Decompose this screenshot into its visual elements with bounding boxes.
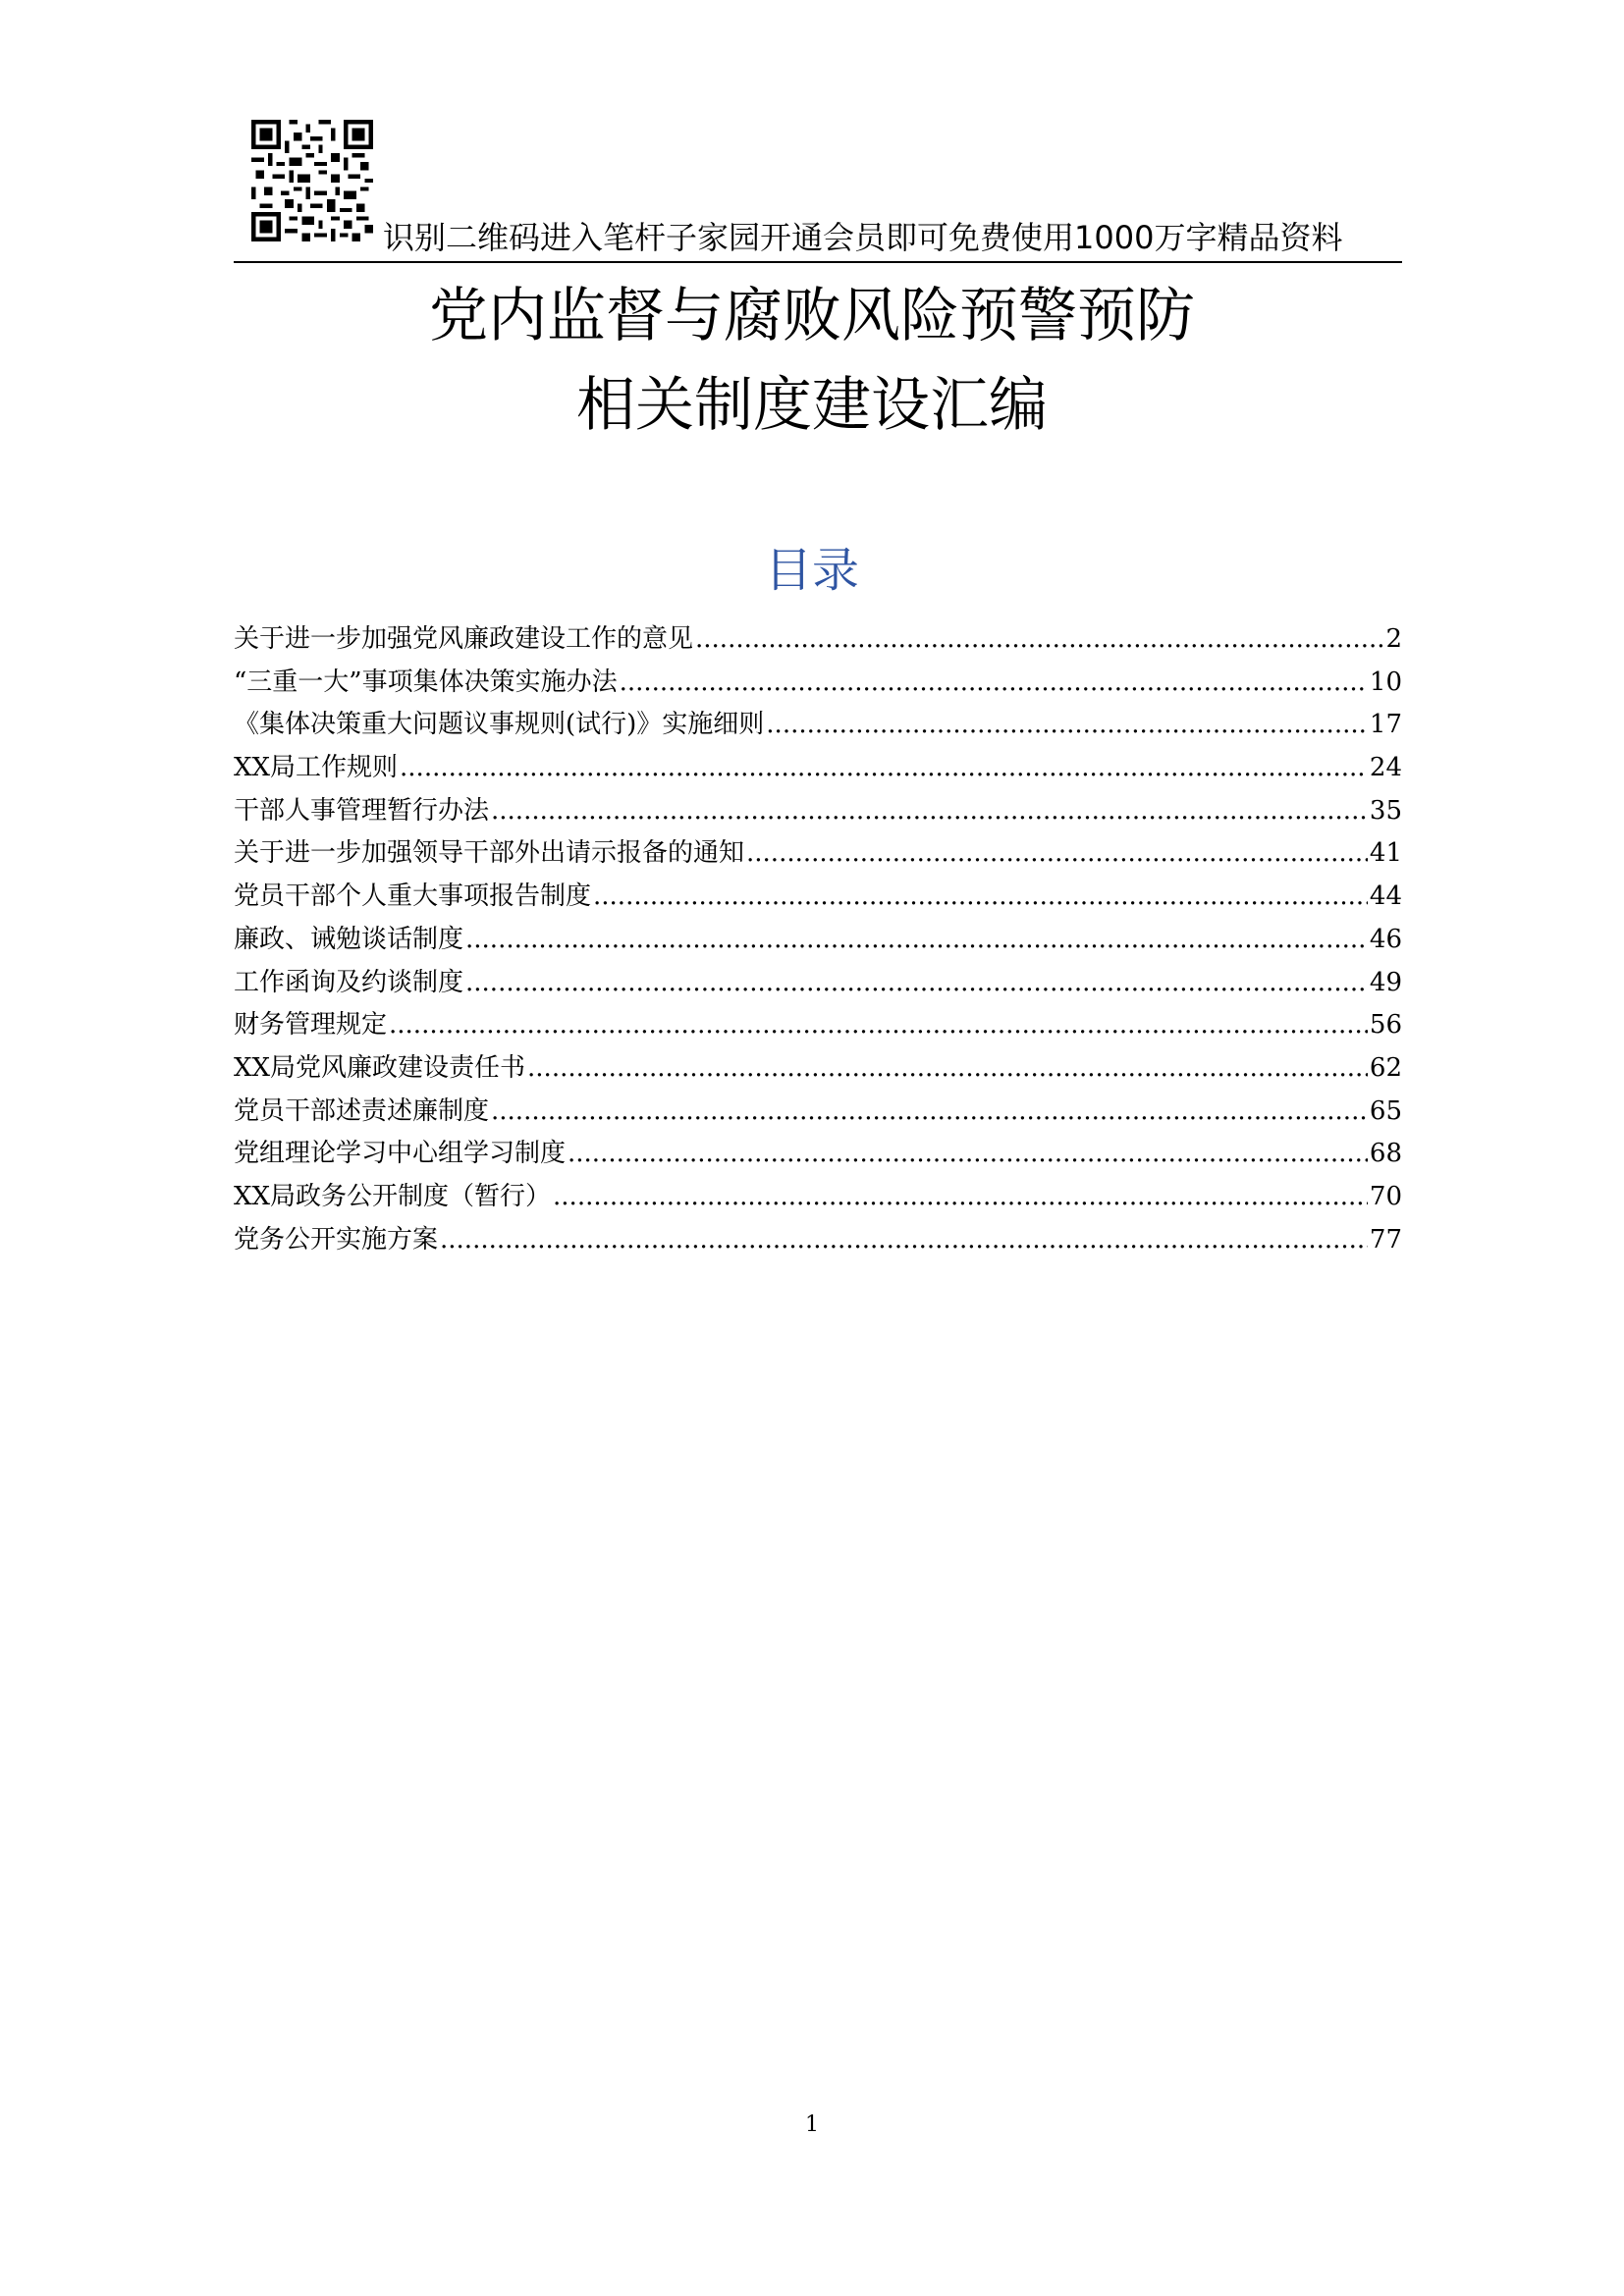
toc-entry-page: 44: [1369, 881, 1402, 912]
toc-entry-title: 廉政、诫勉谈话制度: [234, 924, 464, 954]
toc-dot-leader: [766, 704, 1368, 747]
toc-dot-leader: [491, 1091, 1368, 1134]
toc-entry-title: 党务公开实施方案: [234, 1224, 439, 1255]
header-note: 识别二维码进入笔杆子家园开通会员即可免费使用1000万字精品资料: [383, 219, 1343, 256]
page-number: 1: [805, 2112, 819, 2137]
toc-entry-page: 24: [1369, 753, 1402, 783]
toc-entry[interactable]: [234, 919, 1402, 962]
qr-code-icon[interactable]: [251, 120, 373, 241]
toc-dot-leader: [593, 876, 1368, 919]
toc-dot-leader: [553, 1176, 1368, 1219]
toc-entry-title: XX局工作规则: [234, 753, 399, 783]
toc-entry[interactable]: [234, 1219, 1402, 1262]
toc-heading: 目录: [764, 543, 859, 598]
toc-entry-page: 35: [1369, 795, 1402, 826]
toc-dot-leader: [568, 1133, 1368, 1176]
toc-dot-leader: [389, 1004, 1368, 1047]
toc-entry[interactable]: [234, 1047, 1402, 1091]
toc-entry[interactable]: [234, 1176, 1402, 1219]
toc-dot-leader: [465, 919, 1368, 962]
page-header: [234, 116, 1402, 263]
toc-dot-leader: [527, 1047, 1368, 1091]
toc-entry-page: 17: [1369, 710, 1402, 740]
toc-entry-title: 《集体决策重大问题议事规则(试行)》实施细则: [234, 710, 765, 740]
toc-dot-leader: [746, 832, 1368, 876]
toc-entry-title: XX局政务公开制度（暂行）: [234, 1181, 552, 1211]
toc-entry-title: “三重一大”事项集体决策实施办法: [234, 667, 618, 697]
toc-entry-title: 干部人事管理暂行办法: [234, 795, 490, 826]
toc-entry-title: 党组理论学习中心组学习制度: [234, 1139, 567, 1169]
toc-entry[interactable]: [234, 832, 1402, 876]
toc-dot-leader: [491, 790, 1368, 833]
toc-dot-leader: [400, 747, 1368, 790]
toc-entry-page: 10: [1369, 667, 1402, 697]
toc-entry-title: 党员干部述责述廉制度: [234, 1095, 490, 1126]
toc-dot-leader: [440, 1219, 1368, 1262]
toc-entry-title: 财务管理规定: [234, 1010, 388, 1041]
toc-dot-leader: [465, 962, 1368, 1005]
toc-entry-title: 关于进一步加强领导干部外出请示报备的通知: [234, 838, 745, 869]
toc-entry[interactable]: [234, 704, 1402, 747]
toc-entry[interactable]: [234, 1091, 1402, 1134]
toc-entry-page: 62: [1369, 1052, 1402, 1083]
toc-entry-title: XX局党风廉政建设责任书: [234, 1052, 526, 1083]
document-title-line2: 相关制度建设汇编: [576, 371, 1048, 440]
toc-entry-page: 70: [1369, 1181, 1402, 1211]
toc-entry[interactable]: [234, 790, 1402, 833]
toc-entry-page: 49: [1369, 967, 1402, 997]
table-of-contents: [234, 618, 1402, 1261]
toc-entry[interactable]: [234, 618, 1402, 662]
toc-entry-page: 56: [1369, 1010, 1402, 1041]
toc-entry-page: 41: [1369, 838, 1402, 869]
toc-entry-page: 77: [1369, 1224, 1402, 1255]
toc-entry[interactable]: [234, 962, 1402, 1005]
toc-entry[interactable]: [234, 1004, 1402, 1047]
toc-entry-page: 46: [1369, 924, 1402, 954]
toc-entry[interactable]: [234, 1133, 1402, 1176]
toc-dot-leader: [620, 662, 1368, 705]
toc-entry[interactable]: [234, 662, 1402, 705]
toc-entry-page: 65: [1369, 1095, 1402, 1126]
toc-entry-title: 关于进一步加强党风廉政建设工作的意见: [234, 624, 694, 654]
toc-entry-title: 工作函询及约谈制度: [234, 967, 464, 997]
toc-entry-page: 68: [1369, 1139, 1402, 1169]
document-title-line1: 党内监督与腐败风险预警预防: [429, 282, 1195, 350]
toc-entry[interactable]: [234, 876, 1402, 919]
toc-entry-page: 2: [1385, 624, 1402, 654]
toc-entry-title: 党员干部个人重大事项报告制度: [234, 881, 592, 912]
toc-dot-leader: [695, 618, 1383, 662]
toc-entry[interactable]: [234, 747, 1402, 790]
